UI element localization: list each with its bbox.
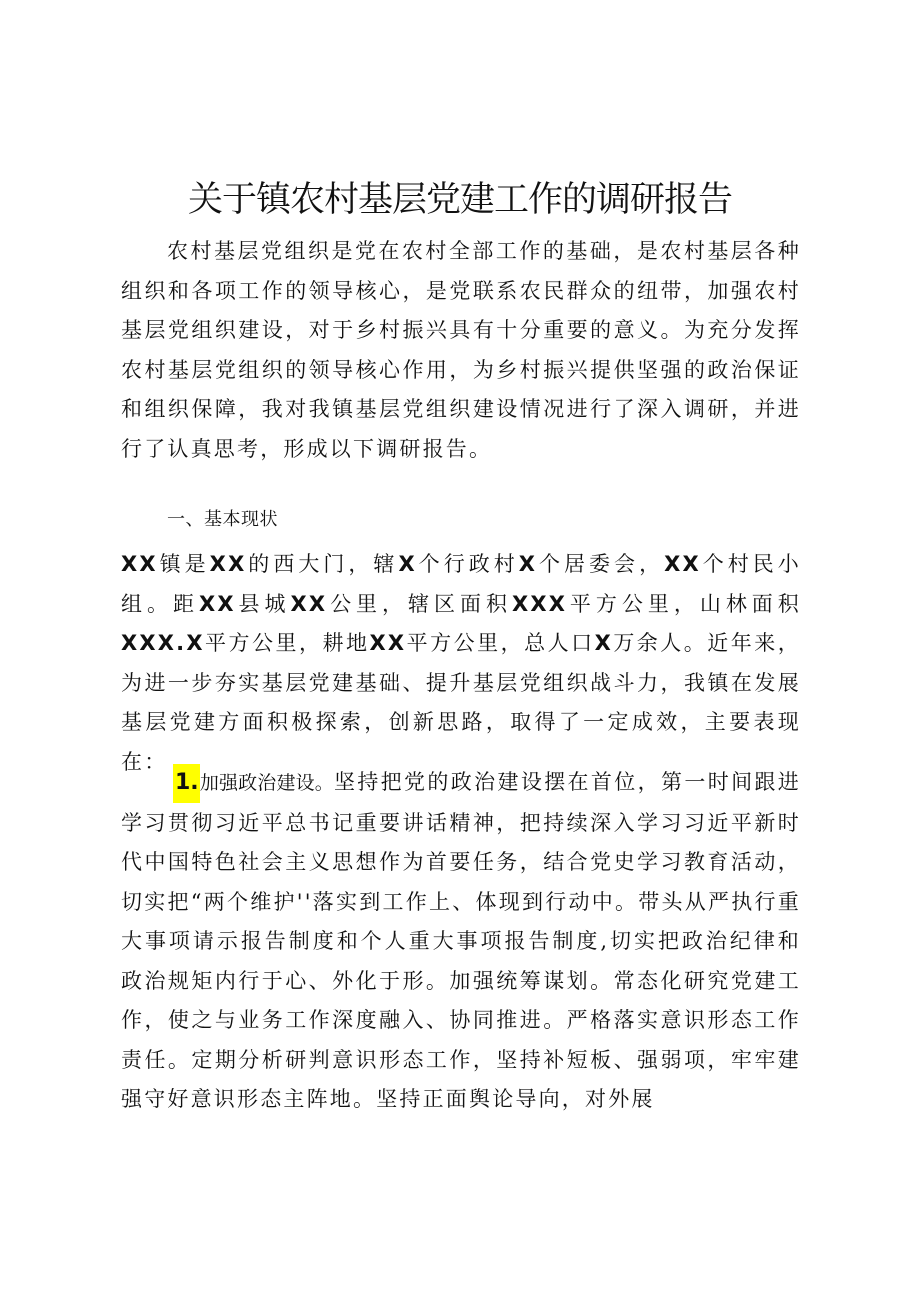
intro-paragraph: 农村基层党组织是党在农村全部工作的基础，是农村基层各种组织和各项工作的领导核心，是党联系农民群众的纽带，加强农村基层党组织建设，对于乡村振兴具有十分重要的意义。为充分发挥农村基层党组织的领导核心作用，为乡村振兴提供坚强的政治保证和组织保障，我对我镇基层党组织建设情况进行了深入调研，并进行了认真思考，形成以下调研报告。 bbox=[121, 239, 801, 461]
document-title: 关于镇农村基层党建工作的调研报告 bbox=[187, 180, 732, 220]
paragraph-text: 平方公里，耕地 bbox=[204, 631, 370, 655]
paragraph-text: 个居委会， bbox=[537, 552, 665, 576]
paragraph-text: 个行政村 bbox=[416, 552, 519, 576]
item-lead-text: 加强政治建设。 bbox=[199, 772, 334, 794]
placeholder-value: XX bbox=[209, 552, 247, 576]
placeholder-value: XX bbox=[664, 552, 701, 576]
paragraph-text: 公里，辖区面积 bbox=[327, 591, 512, 616]
section-heading-basic-status: 一、基本现状 bbox=[167, 509, 278, 530]
paragraph-text: 平方公里，总人口 bbox=[406, 631, 595, 655]
basic-status-paragraph bbox=[121, 545, 801, 782]
paragraph-text: 平方公里，山林面积 bbox=[567, 591, 801, 616]
item-body-text: 坚持把党的政治建设摆在首位，第一时间跟进学习贯彻习近平总书记重要讲话精神，把持续深入学习习近平新时代中国特色社会主义思想作为首要任务，结合党史学习教育活动，切实把“两个维护''落实到工作上、体现到行动中。带头从严执行重大事项请示报告制度和个人重大事项报告制度,切实把政治纪律和政治规矩内行于心、外化于形。加强统筹谋划。常态化研究党建工作，使之与业务工作深度融入、协同推进。严格落实意识形态工作责任。定期分析研判意识形态工作，坚持补短板、强弱项，牢牢建强守好意识形态主阵地。坚持正面舆论导向，对外展 bbox=[121, 770, 801, 1111]
placeholder-value: XX bbox=[121, 552, 158, 576]
paragraph-text: 万余人。近年来，为进一步夯实基层党建基础、提升基层党组织战斗力，我镇在发展基层党建方面积极探索，创新思路，取得了一定成效，主要表现在： bbox=[121, 631, 801, 774]
paragraph-text: 个村民小组。距 bbox=[121, 552, 801, 616]
item-number-highlight: 1. bbox=[173, 764, 200, 803]
placeholder-value: X bbox=[398, 552, 417, 576]
paragraph-text: 镇是 bbox=[157, 552, 210, 576]
placeholder-value: XX bbox=[198, 591, 236, 616]
placeholder-value: XXX.X bbox=[121, 631, 205, 655]
paragraph-text: 的西大门，辖 bbox=[246, 552, 399, 576]
paragraph-text: 县城 bbox=[235, 591, 291, 616]
placeholder-value: X bbox=[518, 552, 538, 576]
item-political-building-paragraph bbox=[121, 763, 801, 1120]
placeholder-value: XX bbox=[369, 631, 407, 655]
placeholder-value: XXX bbox=[511, 591, 568, 616]
placeholder-value: XX bbox=[290, 591, 328, 616]
placeholder-value: X bbox=[594, 631, 614, 655]
